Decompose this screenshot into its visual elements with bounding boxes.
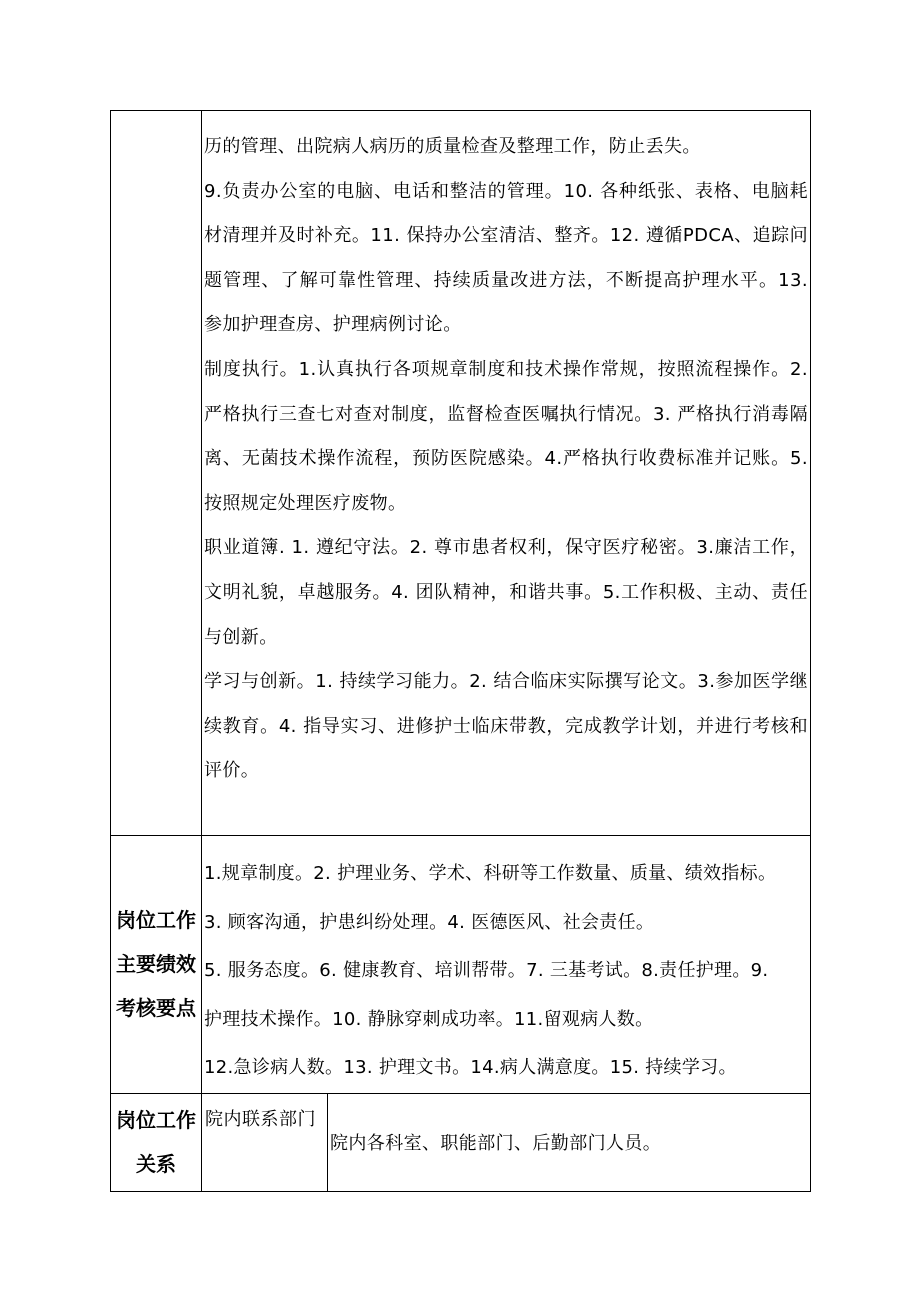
duties-paragraph: 历的管理、出院病人病历的质量检查及整理工作，防止丢失。 [204, 136, 701, 157]
duties-label-cell [111, 111, 202, 836]
job-description-table [110, 110, 811, 1192]
duties-paragraph: 制度执行。1.认真执行各项规章制度和技术操作常规，按照流程操作。2. 严格执行三查七对查对制度，监督检查医嘱执行情况。3. 严格执行消毒隔离、无菌技术操作流程，预防医院感染。4.严格执行收费标准并记账。5.按照规定处理医疗废物。 [204, 358, 808, 514]
performance-label: 岗位工作主要绩效考核要点 [116, 908, 196, 1021]
internal-contact-label-cell [202, 1093, 328, 1191]
duties-paragraph: 学习与创新。1. 持续学习能力。2. 结合临床实际撰写论文。3.参加医学继续教育。4. 指导实习、进修护士临床带教，完成教学计划，并进行考核和评价。 [204, 671, 808, 782]
duties-paragraph: 9.负责办公室的电脑、电话和整洁的管理。10. 各种纸张、表格、电脑耗材清理并及时补充。11. 保持办公室清洁、整齐。12. 遵循PDCA、追踪问题管理、了解可靠性管理、持续质量改进方法，不断提高护理水平。13. 参加护理查房、护理病例讨论。 [204, 180, 808, 336]
duties-content-cell [202, 111, 811, 836]
performance-row [111, 836, 811, 1094]
relations-row [111, 1093, 811, 1191]
performance-label-cell [111, 836, 202, 1094]
performance-content-cell [202, 836, 811, 1094]
performance-line: 1.规章制度。2. 护理业务、学术、科研等工作数量、质量、绩效指标。 [204, 863, 777, 884]
performance-line: 5. 服务态度。6. 健康教育、培训帮带。7. 三基考试。8.责任护理。9. [204, 960, 769, 981]
relations-label: 岗位工作关系 [116, 1108, 196, 1176]
performance-line: 12.急诊病人数。13. 护理文书。14.病人满意度。15. 持续学习。 [204, 1057, 737, 1078]
performance-line: 护理技术操作。10. 静脉穿刺成功率。11.留观病人数。 [204, 1008, 654, 1030]
duties-row [111, 111, 811, 836]
duties-paragraph: 职业道簿. 1. 遵纪守法。2. 尊市患者权利，保守医疗秘密。3.廉洁工作，文明礼貌，卓越服务。4. 团队精神，和谐共事。5.工作积极、主动、责任与创新。 [204, 537, 808, 648]
internal-contact-value: 院内各科室、职能部门、后勤部门人员。 [330, 1133, 662, 1154]
internal-contact-value-cell [328, 1093, 811, 1191]
performance-line: 3. 顾客沟通，护患纠纷处理。4. 医德医风、社会责任。 [204, 911, 655, 933]
internal-contact-label: 院内联系部门 [205, 1108, 316, 1130]
relations-label-cell [111, 1093, 202, 1191]
